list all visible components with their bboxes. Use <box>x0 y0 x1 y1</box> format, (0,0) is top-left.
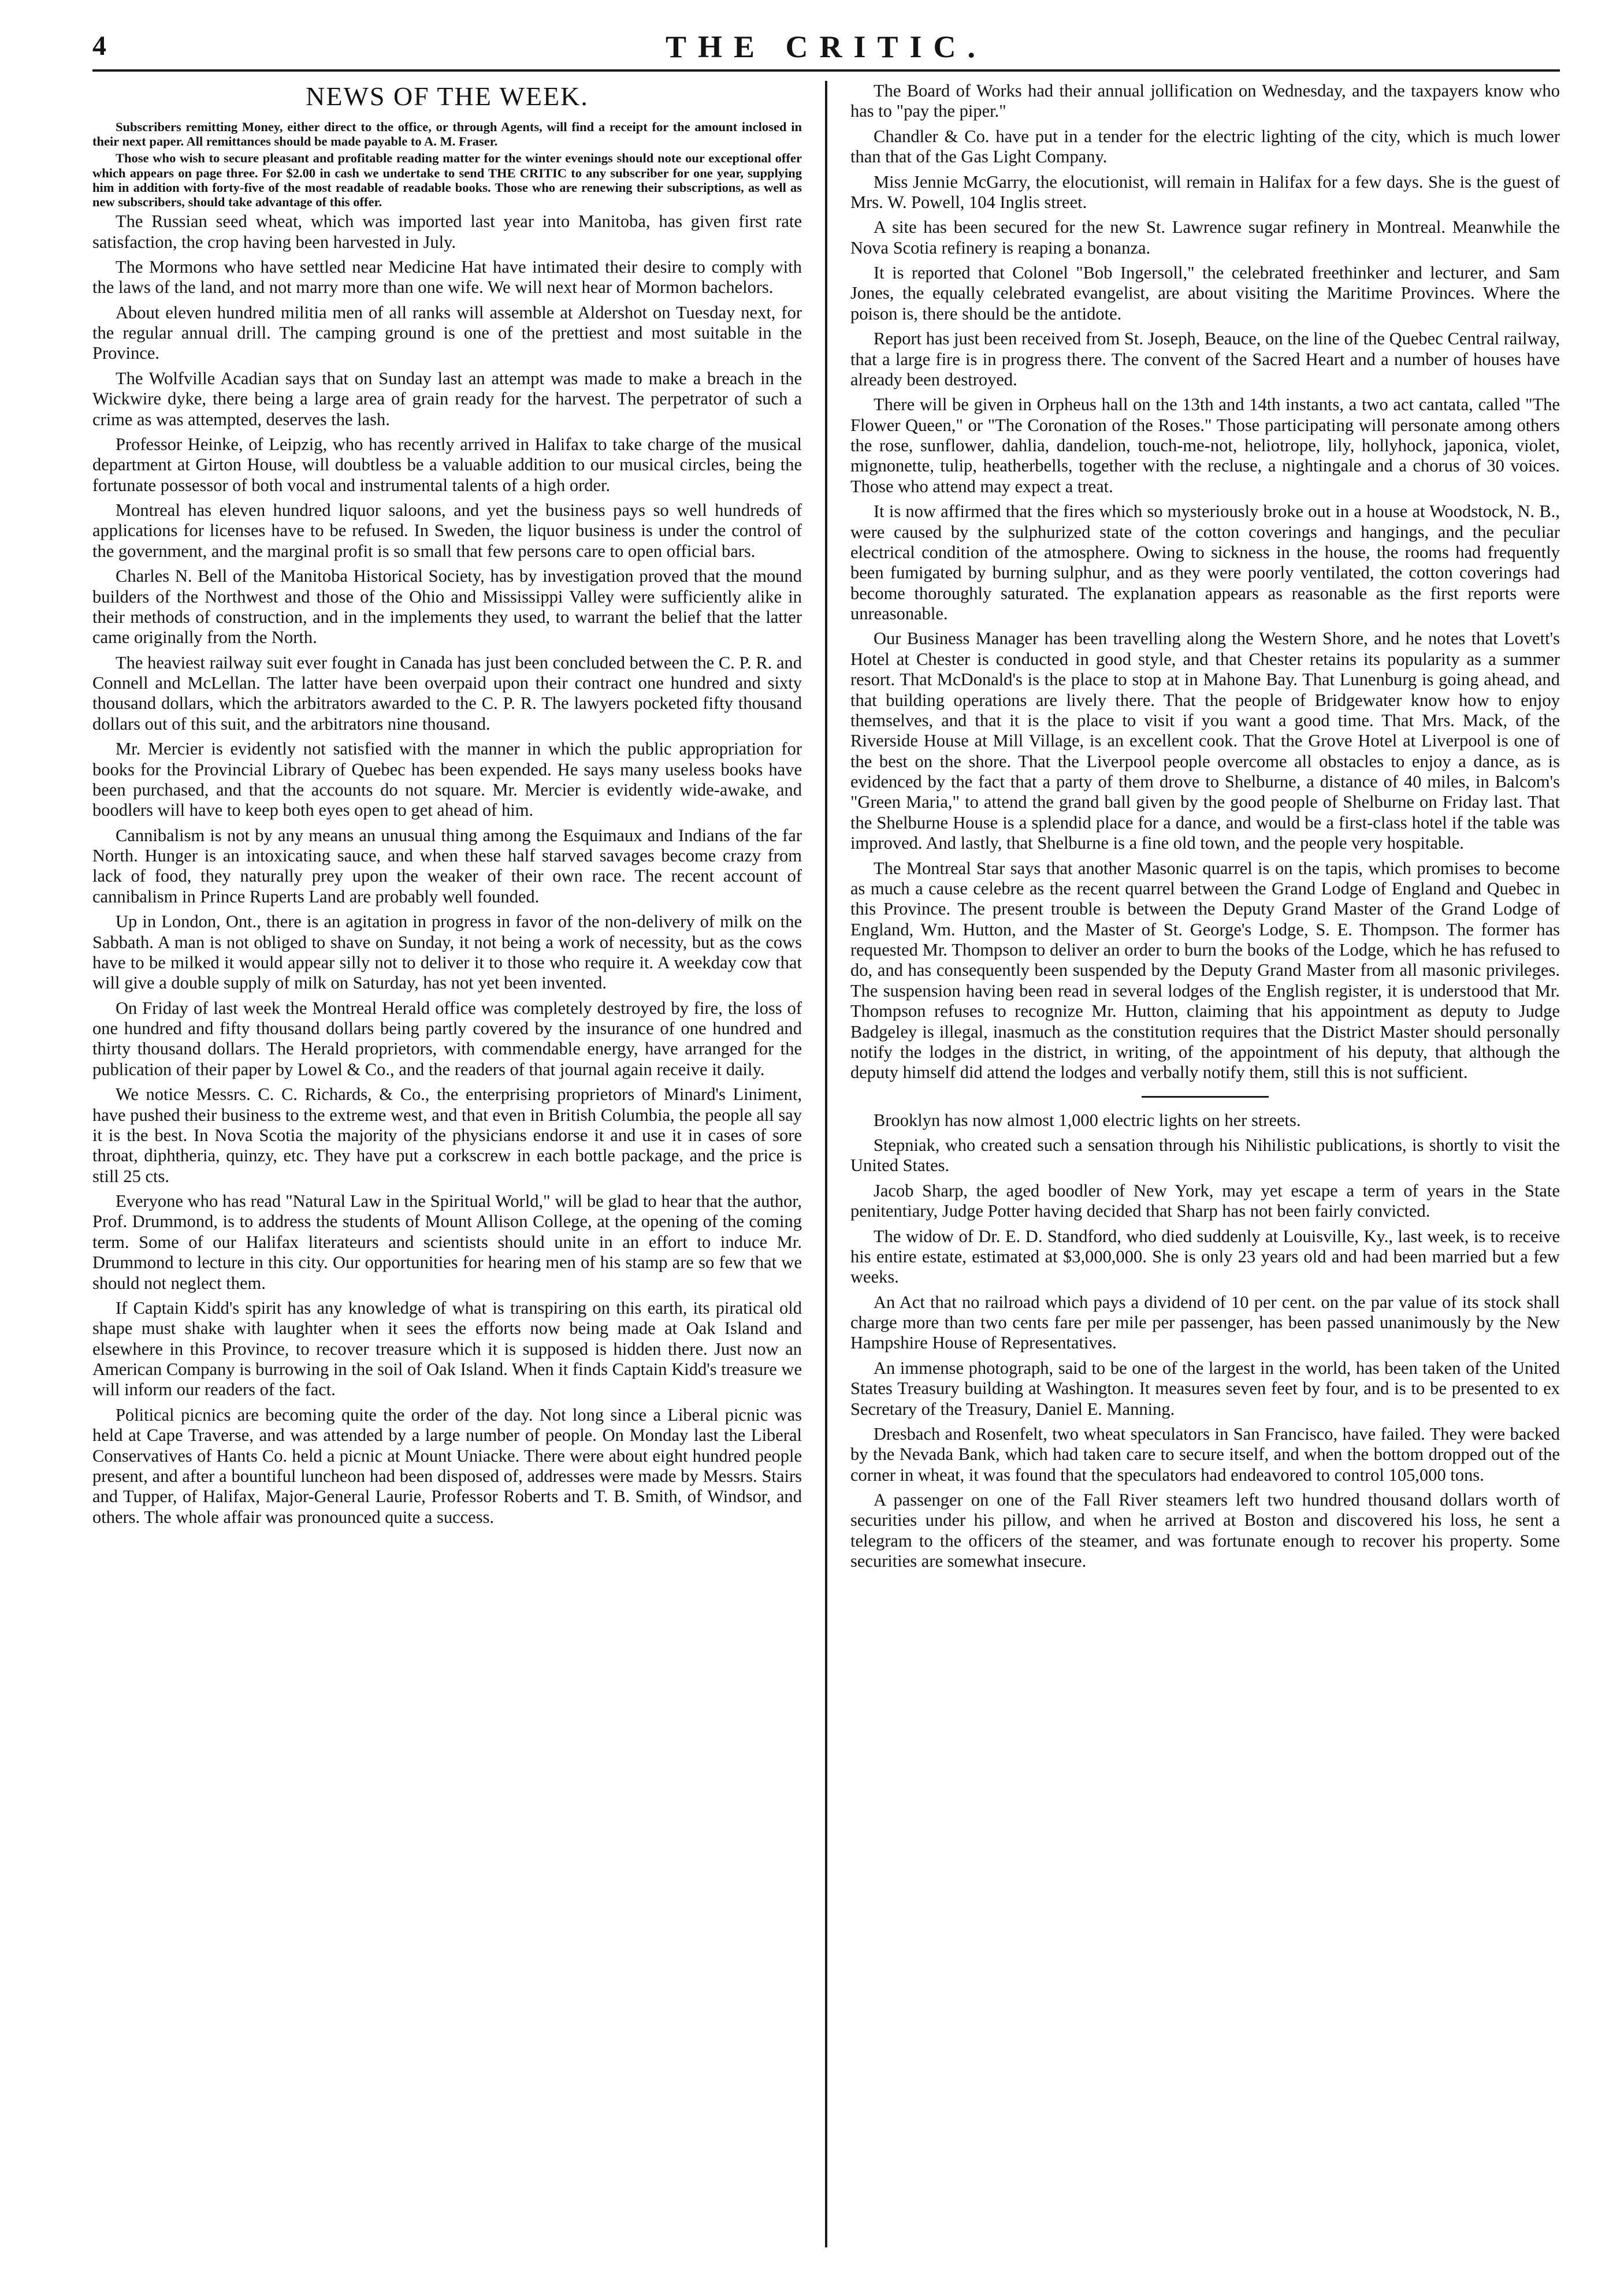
news-item: Everyone who has read "Natural Law in the Spiritual World," will be glad to hear that the author, Prof. Drummond, is to address the students of Mount Allison College, at the opening of the coming term. Some of our Halifax literateurs and scientists should unite in an effort to induce Mr. Drummond to lecture in this city. Our opportunities for hearing men of his stamp are so few that we should not neglect them. <box>92 1191 802 1293</box>
news-item: About eleven hundred militia men of all ranks will assemble at Aldershot on Tuesday next, for the regular annual drill. The camping ground is one of the prettiest and most suitable in the Province. <box>92 302 802 363</box>
right-column <box>838 81 1560 2247</box>
news-item: Charles N. Bell of the Manitoba Historical Society, has by investigation proved that the mound builders of the Northwest and those of the Ohio and Mississippi Valley were sufficiently alike in their methods of construction, and in the implements they used, to warrant the belief that the latter came originally from the North. <box>92 566 802 648</box>
paper-title: THE CRITIC. <box>665 29 987 64</box>
news-item: Dresbach and Rosenfelt, two wheat speculators in San Francisco, have failed. They were backed by the Nevada Bank, which had taken care to secure itself, and when the bottom dropped out of the corner in wheat, it was found that the speculators had endeavored to control 105,000 tons. <box>850 1424 1560 1485</box>
news-item: Stepniak, who created such a sensation through his Nihilistic publications, is shortly to visit the United States. <box>850 1135 1560 1176</box>
offer-notice: Those who wish to secure pleasant and profitable reading matter for the winter evenings should note our exceptional offer which appears on page three. For $2.00 in cash we undertake to send THE CRITIC to any subscriber for one year, supplying him in addition with forty-five of the most readable of readable books. Those who are renewing their subscriptions, as well as new subscribers, should take advantage of this offer. <box>92 151 802 209</box>
news-item: The Wolfville Acadian says that on Sunday last an attempt was made to make a breach in the Wickwire dyke, there being a large area of grain ready for the harvest. The perpetrator of such a crime as was attempted, deserves the lash. <box>92 368 802 429</box>
newspaper-page <box>92 29 1560 2247</box>
news-item: Our Business Manager has been travelling along the Western Shore, and he notes that Lovett's Hotel at Chester is conducted in good style, and that Chester retains its popularity as a summer resort. That McDonald's is the place to stop at in Mahone Bay. That Lunenburg is going ahead, and that building operations are lively there. That the people of Bridgewater know how to enjoy themselves, and that it is the place to visit if you want a good time. That Mrs. Mack, of the Riverside House at Mill Village, is an excellent cook. That the Grove Hotel at Liverpool is one of the best on the shore. That the Liverpool people overcome all obstacles to enjoy a dance, as is evidenced by the fact that a party of them drove to Shelburne, a distance of 40 miles, in Balcom's "Green Maria," to attend the grand ball given by the good people of Shelburne on Friday last. That the Shelburne House is a splendid place for a dance, and would be a first-class hotel if the table was improved. And lastly, that Shelburne is a fine old town, and the people very hospitable. <box>850 629 1560 853</box>
news-item: A site has been secured for the new St. Lawrence sugar refinery in Montreal. Meanwhile the Nova Scotia refinery is reaping a bonanza. <box>850 217 1560 258</box>
news-item: An Act that no railroad which pays a dividend of 10 per cent. on the par value of its stock shall charge more than two cents fare per mile per passenger, has been passed unanimously by the New Hampshire House of Representatives. <box>850 1292 1560 1353</box>
news-item: Professor Heinke, of Leipzig, who has recently arrived in Halifax to take charge of the musical department at Girton House, will doubtless be a valuable addition to our musical circles, being the fortunate possessor of both vocal and instrumental talents of a high order. <box>92 434 802 495</box>
section-divider <box>1142 1096 1269 1098</box>
news-item: Chandler & Co. have put in a tender for the electric lighting of the city, which is much lower than that of the Gas Light Company. <box>850 126 1560 167</box>
news-item: We notice Messrs. C. C. Richards, & Co., the enterprising proprietors of Minard's Liniment, have pushed their business to the extreme west, and that even in British Columbia, the people all say it is the best. In Nova Scotia the majority of the physicians endorse it and use it in cases of sore throat, diphtheria, quinzy, etc. They have put a corkscrew in each bottle package, and the price is still 25 cts. <box>92 1084 802 1186</box>
news-item: Cannibalism is not by any means an unusual thing among the Esquimaux and Indians of the far North. Hunger is an intoxicating sauce, and when these half starved savages become crazy from lack of food, they naturally prey upon the weaker of their own race. The recent account of cannibalism in Prince Ruperts Land are probably well founded. <box>92 825 802 906</box>
news-item: The Russian seed wheat, which was imported last year into Manitoba, has given first rate satisfaction, the crop having been harvested in July. <box>92 211 802 252</box>
news-item: If Captain Kidd's spirit has any knowledge of what is transpiring on this earth, its piratical old shape must shake with laughter when it sees the efforts now being made at Oak Island and elsewhere in this Province, to recover treasure which it is supposed is hidden there. Just now an American Company is burrowing in the soil of Oak Island. When it finds Captain Kidd's treasure we will inform our readers of the fact. <box>92 1298 802 1400</box>
news-item: An immense photograph, said to be one of the largest in the world, has been taken of the United States Treasury building at Washington. It measures seven feet by four, and is to be presented to ex Secretary of the Treasury, Daniel E. Manning. <box>850 1358 1560 1419</box>
news-item: Brooklyn has now almost 1,000 electric lights on her streets. <box>874 1110 1301 1130</box>
news-item: It is now affirmed that the fires which so mysteriously broke out in a house at Woodstock, N. B., were caused by the sulphurized state of the cotton coverings and hangings, and the peculiar electrical condition of the atmosphere. Owing to sickness in the house, the rooms had frequently been fumigated by burning sulphur, and as they were poorly ventilated, the cotton coverings had become thoroughly saturated. The explanation appears as reasonable as the first reports were unreasonable. <box>850 501 1560 623</box>
news-item: On Friday of last week the Montreal Herald office was completely destroyed by fire, the loss of one hundred and fifty thousand dollars being partly covered by the insurance of one hundred and thirty thousand dollars. The Herald proprietors, with commendable energy, have arranged for the publication of their paper by Lowel & Co., and the readers of that journal again receive it daily. <box>92 998 802 1079</box>
news-item: The Montreal Star says that another Masonic quarrel is on the tapis, which promises to become as much a cause celebre as the recent quarrel between the Grand Lodge of England and Quebec in this Province. The present trouble is between the Deputy Grand Master of the Grand Lodge of England, Wm. Hutton, and the Master of St. George's Lodge, S. E. Thompson. The former has requested Mr. Thompson to deliver an order to burn the books of the Lodge, which he has refused to do, and has consequently been suspended by the Deputy Grand Master from all masonic privileges. The suspension having been read in several lodges of the English register, it is understood that Mr. Thompson refuses to recognize Mr. Hutton, claiming that his appointment as deputy to Judge Badgeley is illegal, inasmuch as the constitution requires that the District Master should personally notify the lodges in the district, in writing, of the appointment of his deputy, that although the deputy himself did attend the lodges and verbally notify them, still this is not sufficient. <box>850 858 1560 1083</box>
subscriber-notice: Subscribers remitting Money, either direct to the office, or through Agents, will find a receipt for the amount inclosed in their next paper. All remittances should be made payable to A. M. Fraser. <box>92 120 802 149</box>
news-item: Political picnics are becoming quite the order of the day. Not long since a Liberal picnic was held at Cape Traverse, and was attended by a large number of people. On Monday last the Liberal Conservatives of Hants Co. held a picnic at Mount Uniacke. There were about eight hundred people present, and after a bountiful luncheon had been disposed of, addresses were made by Messrs. Stairs and Tupper, of Halifax, Major-General Laurie, Professor Roberts and T. B. Smith, of Windsor, and others. The whole affair was pronounced quite a success. <box>92 1404 802 1527</box>
news-item: Report has just been received from St. Joseph, Beauce, on the line of the Quebec Central railway, that a large fire is in progress there. The convent of the Sacred Heart and a number of houses have already been destroyed. <box>850 329 1560 389</box>
news-item: The widow of Dr. E. D. Standford, who died suddenly at Louisville, Ky., last week, is to receive his entire estate, estimated at $3,000,000. She is only 23 years old and had been married but a few weeks. <box>850 1226 1560 1287</box>
news-item: The Mormons who have settled near Medicine Hat have intimated their desire to comply with the laws of the land, and not marry more than one wife. We will next hear of Mormon bachelors. <box>92 257 802 298</box>
news-item: Montreal has eleven hundred liquor saloons, and yet the business pays so well hundreds of applications for licenses have to be refused. In Sweden, the liquor business is under the control of the government, and the marginal profit is so small that few persons care to open official bars. <box>92 500 802 561</box>
section-heading: NEWS OF THE WEEK. <box>306 81 589 111</box>
news-item: There will be given in Orpheus hall on the 13th and 14th instants, a two act cantata, called "The Flower Queen," or "The Coronation of the Roses." Those participating will personate among others the rose, sunflower, dahlia, dandelion, touch-me-not, heliotrope, lily, hollyhock, japonica, violet, mignonette, tulip, heatherbells, together with the recluse, a nightingale and a chorus of 30 voices. Those who attend may expect a treat. <box>850 395 1560 496</box>
news-item: The Board of Works had their annual jollification on Wednesday, and the taxpayers know who has to "pay the piper." <box>850 81 1560 121</box>
page-number: 4 <box>92 31 106 61</box>
news-item: It is reported that Colonel "Bob Ingersoll," the celebrated freethinker and lecturer, and Sam Jones, the equally celebrated evangelist, are about visiting the Maritime Provinces. Where the poison is, there should be the antidote. <box>850 263 1560 324</box>
left-column <box>92 81 815 2247</box>
columns <box>92 81 1560 2247</box>
column-rule <box>825 81 827 2247</box>
news-item: Jacob Sharp, the aged boodler of New York, may yet escape a term of years in the State penitentiary, Judge Potter having decided that Sharp has not been fairly convicted. <box>850 1180 1560 1221</box>
news-item: The heaviest railway suit ever fought in Canada has just been concluded between the C. P. R. and Connell and McLellan. The latter have been overpaid upon their contract one hundred and sixty thousand dollars, which the arbitrators awarded to the C. P. R. The lawyers pocketed fifty thousand dollars out of this suit, and the arbitrators nine thousand. <box>92 652 802 734</box>
masthead <box>92 29 1560 72</box>
news-item: Mr. Mercier is evidently not satisfied with the manner in which the public appropriation for books for the Provincial Library of Quebec has been expended. He says many useless books have been purchased, and that the accounts do not square. Mr. Mercier is evidently wide-awake, and boodlers will have to keep both eyes open to get ahead of him. <box>92 739 802 820</box>
news-item: A passenger on one of the Fall River steamers left two hundred thousand dollars worth of securities under his pillow, and when he arrived at Boston and discovered his loss, he sent a telegram to the officers of the steamer, and was fortunate enough to recover his property. Some securities are somewhat insecure. <box>850 1490 1560 1571</box>
news-item: Miss Jennie McGarry, the elocutionist, will remain in Halifax for a few days. She is the guest of Mrs. W. Powell, 104 Inglis street. <box>850 172 1560 212</box>
news-item: Up in London, Ont., there is an agitation in progress in favor of the non-delivery of milk on the Sabbath. A man is not obliged to shave on Sunday, it not being a work of necessity, but as the cows have to be milked it would appear silly not to deliver it to those who require it. A weekday cow that will give a double supply of milk on Saturday, has not yet been invented. <box>92 912 802 993</box>
